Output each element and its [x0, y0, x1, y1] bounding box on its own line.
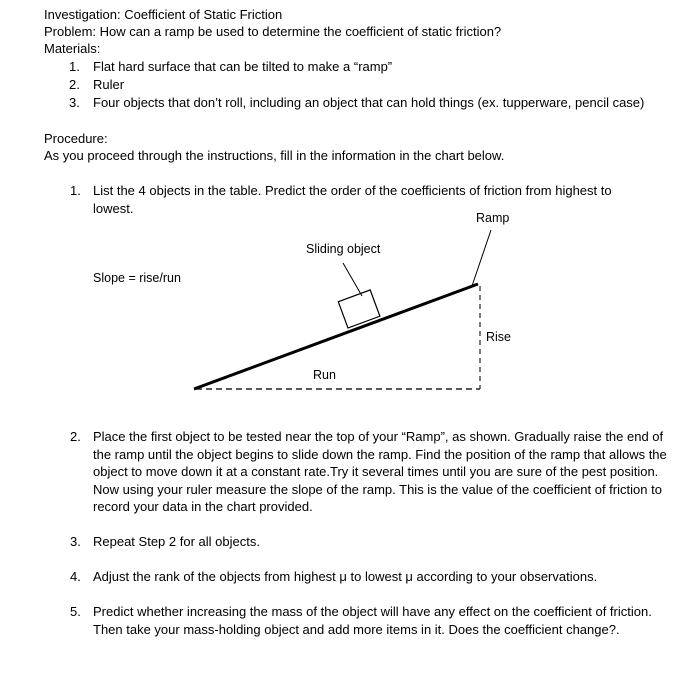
step-number: 1. [70, 183, 81, 198]
step-4-text: Adjust the rank of the objects from highest μ to lowest μ according to your observations. [93, 569, 598, 584]
slope-formula-label: Slope = rise/run [93, 271, 181, 285]
step-1-text: List the 4 objects in the table. Predict the order of the coefficients of friction from highest to lowest. [93, 183, 612, 216]
procedure-heading: Procedure: [44, 131, 108, 146]
list-item: Flat hard surface that can be tilted to make a “ramp” [93, 59, 393, 74]
step-number: 4. [70, 569, 81, 584]
ramp-pointer [472, 230, 491, 286]
list-item-number: 1. [69, 59, 80, 74]
page-title: Investigation: Coefficient of Static Friction [44, 7, 283, 22]
rise-label: Rise [486, 330, 512, 344]
step-3-text: Repeat Step 2 for all objects. [93, 534, 260, 549]
ramp-label: Ramp [476, 211, 510, 225]
step-number: 2. [70, 429, 81, 444]
list-item-number: 2. [69, 77, 80, 92]
run-label: Run [313, 368, 336, 382]
sliding-object-label: Sliding object [306, 242, 381, 256]
sliding-object-pointer [343, 263, 362, 296]
step-2-text: Place the first object to be tested near the top of your “Ramp”, as shown. Gradually raise the end of the ramp until the object begins to slide down the ramp. Find the position of the ramp that allows the object to move down it at a constant rate.Try it several times until you are sure of the pest position. Now using your ruler measure the slope of the ramp. This is the value of the coefficient of friction to record your data in the chart provided. [93, 429, 667, 514]
list-item: Ruler [93, 77, 125, 92]
step-number: 3. [70, 534, 81, 549]
step-5-text: Predict whether increasing the mass of the object will have any effect on the coefficient of friction. Then take your mass-holding object and add more items in it. Does the coefficient change?. [93, 604, 652, 637]
problem-statement: Problem: How can a ramp be used to determine the coefficient of static friction? [44, 24, 502, 39]
procedure-intro: As you proceed through the instructions, fill in the information in the chart below. [44, 148, 505, 163]
step-number: 5. [70, 604, 81, 619]
list-item: Four objects that don’t roll, including an object that can hold things (ex. tupperware, pencil case) [93, 95, 645, 110]
ramp-surface [194, 284, 478, 389]
list-item-number: 3. [69, 95, 80, 110]
materials-heading: Materials: [44, 41, 101, 56]
